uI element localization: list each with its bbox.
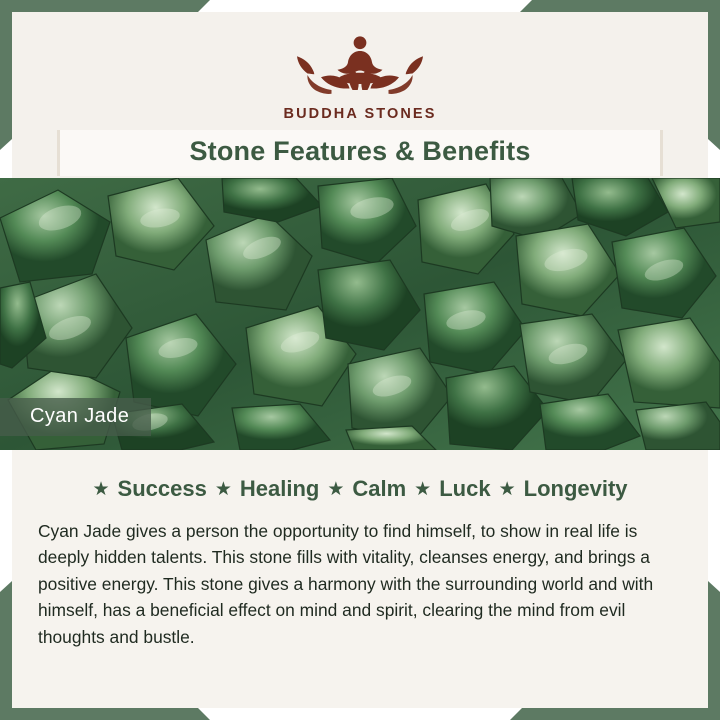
benefit-item: Healing [239, 476, 320, 501]
star-icon: ★ [498, 478, 516, 500]
star-icon: ★ [414, 478, 432, 500]
lotus-meditation-icon [285, 30, 435, 102]
header [12, 12, 708, 178]
stone-photo [0, 178, 720, 450]
star-icon: ★ [92, 478, 110, 500]
brand-logo [284, 30, 437, 122]
content-card [12, 12, 708, 708]
benefits-list [12, 450, 708, 512]
brand-name: BUDDHA STONES [283, 106, 437, 122]
benefit-item: Success [117, 476, 207, 501]
title-band [57, 130, 663, 176]
stone-description: Cyan Jade gives a person the opportunity to find himself, to show in real life is deeply hidden talents. This stone fills with vitality, cleanses energy, and brings a positive energy. This stone gives a harmony with the surrounding world and with himself, has a beneficial effect on mind and spirit, clearing the mind from evil thoughts and bustle. [38, 521, 654, 647]
benefit-item: Calm [352, 476, 407, 501]
benefit-item: Luck [439, 476, 491, 501]
stone-name-caption: Cyan Jade [0, 398, 151, 436]
page-title: Stone Features & Benefits [189, 136, 531, 166]
footer-spacer [12, 650, 708, 690]
star-icon: ★ [327, 478, 345, 500]
star-icon: ★ [214, 478, 232, 500]
benefit-item: Longevity [523, 476, 628, 501]
